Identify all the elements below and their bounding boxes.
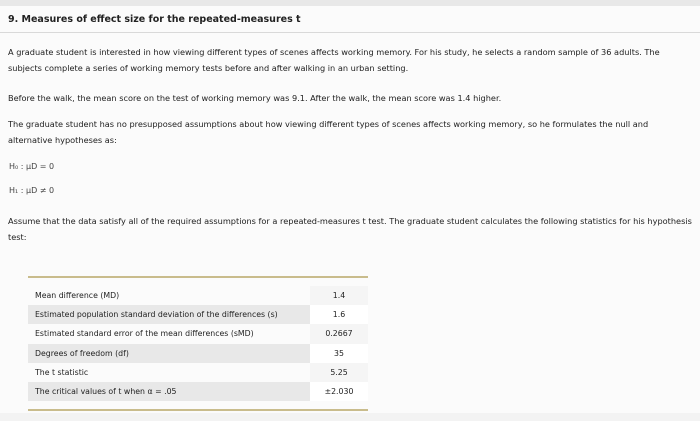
row-value: 35 — [310, 344, 368, 363]
table-row — [28, 305, 368, 324]
row-label: Estimated population standard deviation of the differences (s) — [35, 310, 278, 320]
row-value: 0.2667 — [310, 324, 368, 343]
row-label: Estimated standard error of the mean differences (sMD) — [35, 329, 254, 339]
table-row — [28, 363, 368, 382]
row-label: The critical values of t when α = .05 — [35, 387, 177, 397]
question-title: 9. Measures of effect size for the repeated-measures t — [8, 14, 301, 25]
row-label: Degrees of freedom (df) — [35, 348, 129, 358]
title-divider — [0, 32, 700, 33]
row-value: 1.6 — [310, 305, 368, 324]
row-value: ±2.030 — [310, 382, 368, 401]
top-edge — [0, 0, 700, 6]
table-bottom-rule — [28, 409, 368, 411]
assumptions-paragraph: Assume that the data satisfy all of the required assumptions for a repeated-measures t test. The graduate student calculates the following statistics for his hypothesis test: — [8, 216, 692, 242]
table-row — [28, 382, 368, 401]
row-label: Mean difference (MD) — [35, 291, 120, 301]
statistics-table — [28, 276, 368, 411]
row-label: The t statistic — [35, 367, 89, 377]
bottom-edge — [0, 413, 700, 421]
null-hypothesis: H₀ : μD = 0 — [9, 162, 55, 171]
row-value: 1.4 — [310, 286, 368, 305]
alternative-hypothesis: H₁ : μD ≠ 0 — [9, 186, 55, 195]
row-value: 5.25 — [310, 363, 368, 382]
table-row — [28, 344, 368, 363]
hypotheses-paragraph: The graduate student has no presupposed assumptions about how viewing different types of scenes affects working memory, so he formulates the null and alternative hypotheses as: — [8, 119, 649, 145]
table-row — [28, 286, 368, 305]
intro-paragraph: A graduate student is interested in how viewing different types of scenes affects working memory. For his study, he selects a random sample of 36 adults. The subjects complete a series of working memory tests before and after walking in an urban setting. — [8, 47, 660, 73]
table-row — [28, 324, 368, 343]
means-paragraph: Before the walk, the mean score on the test of working memory was 9.1. After the walk, the mean score was 1.4 higher. — [8, 93, 502, 103]
